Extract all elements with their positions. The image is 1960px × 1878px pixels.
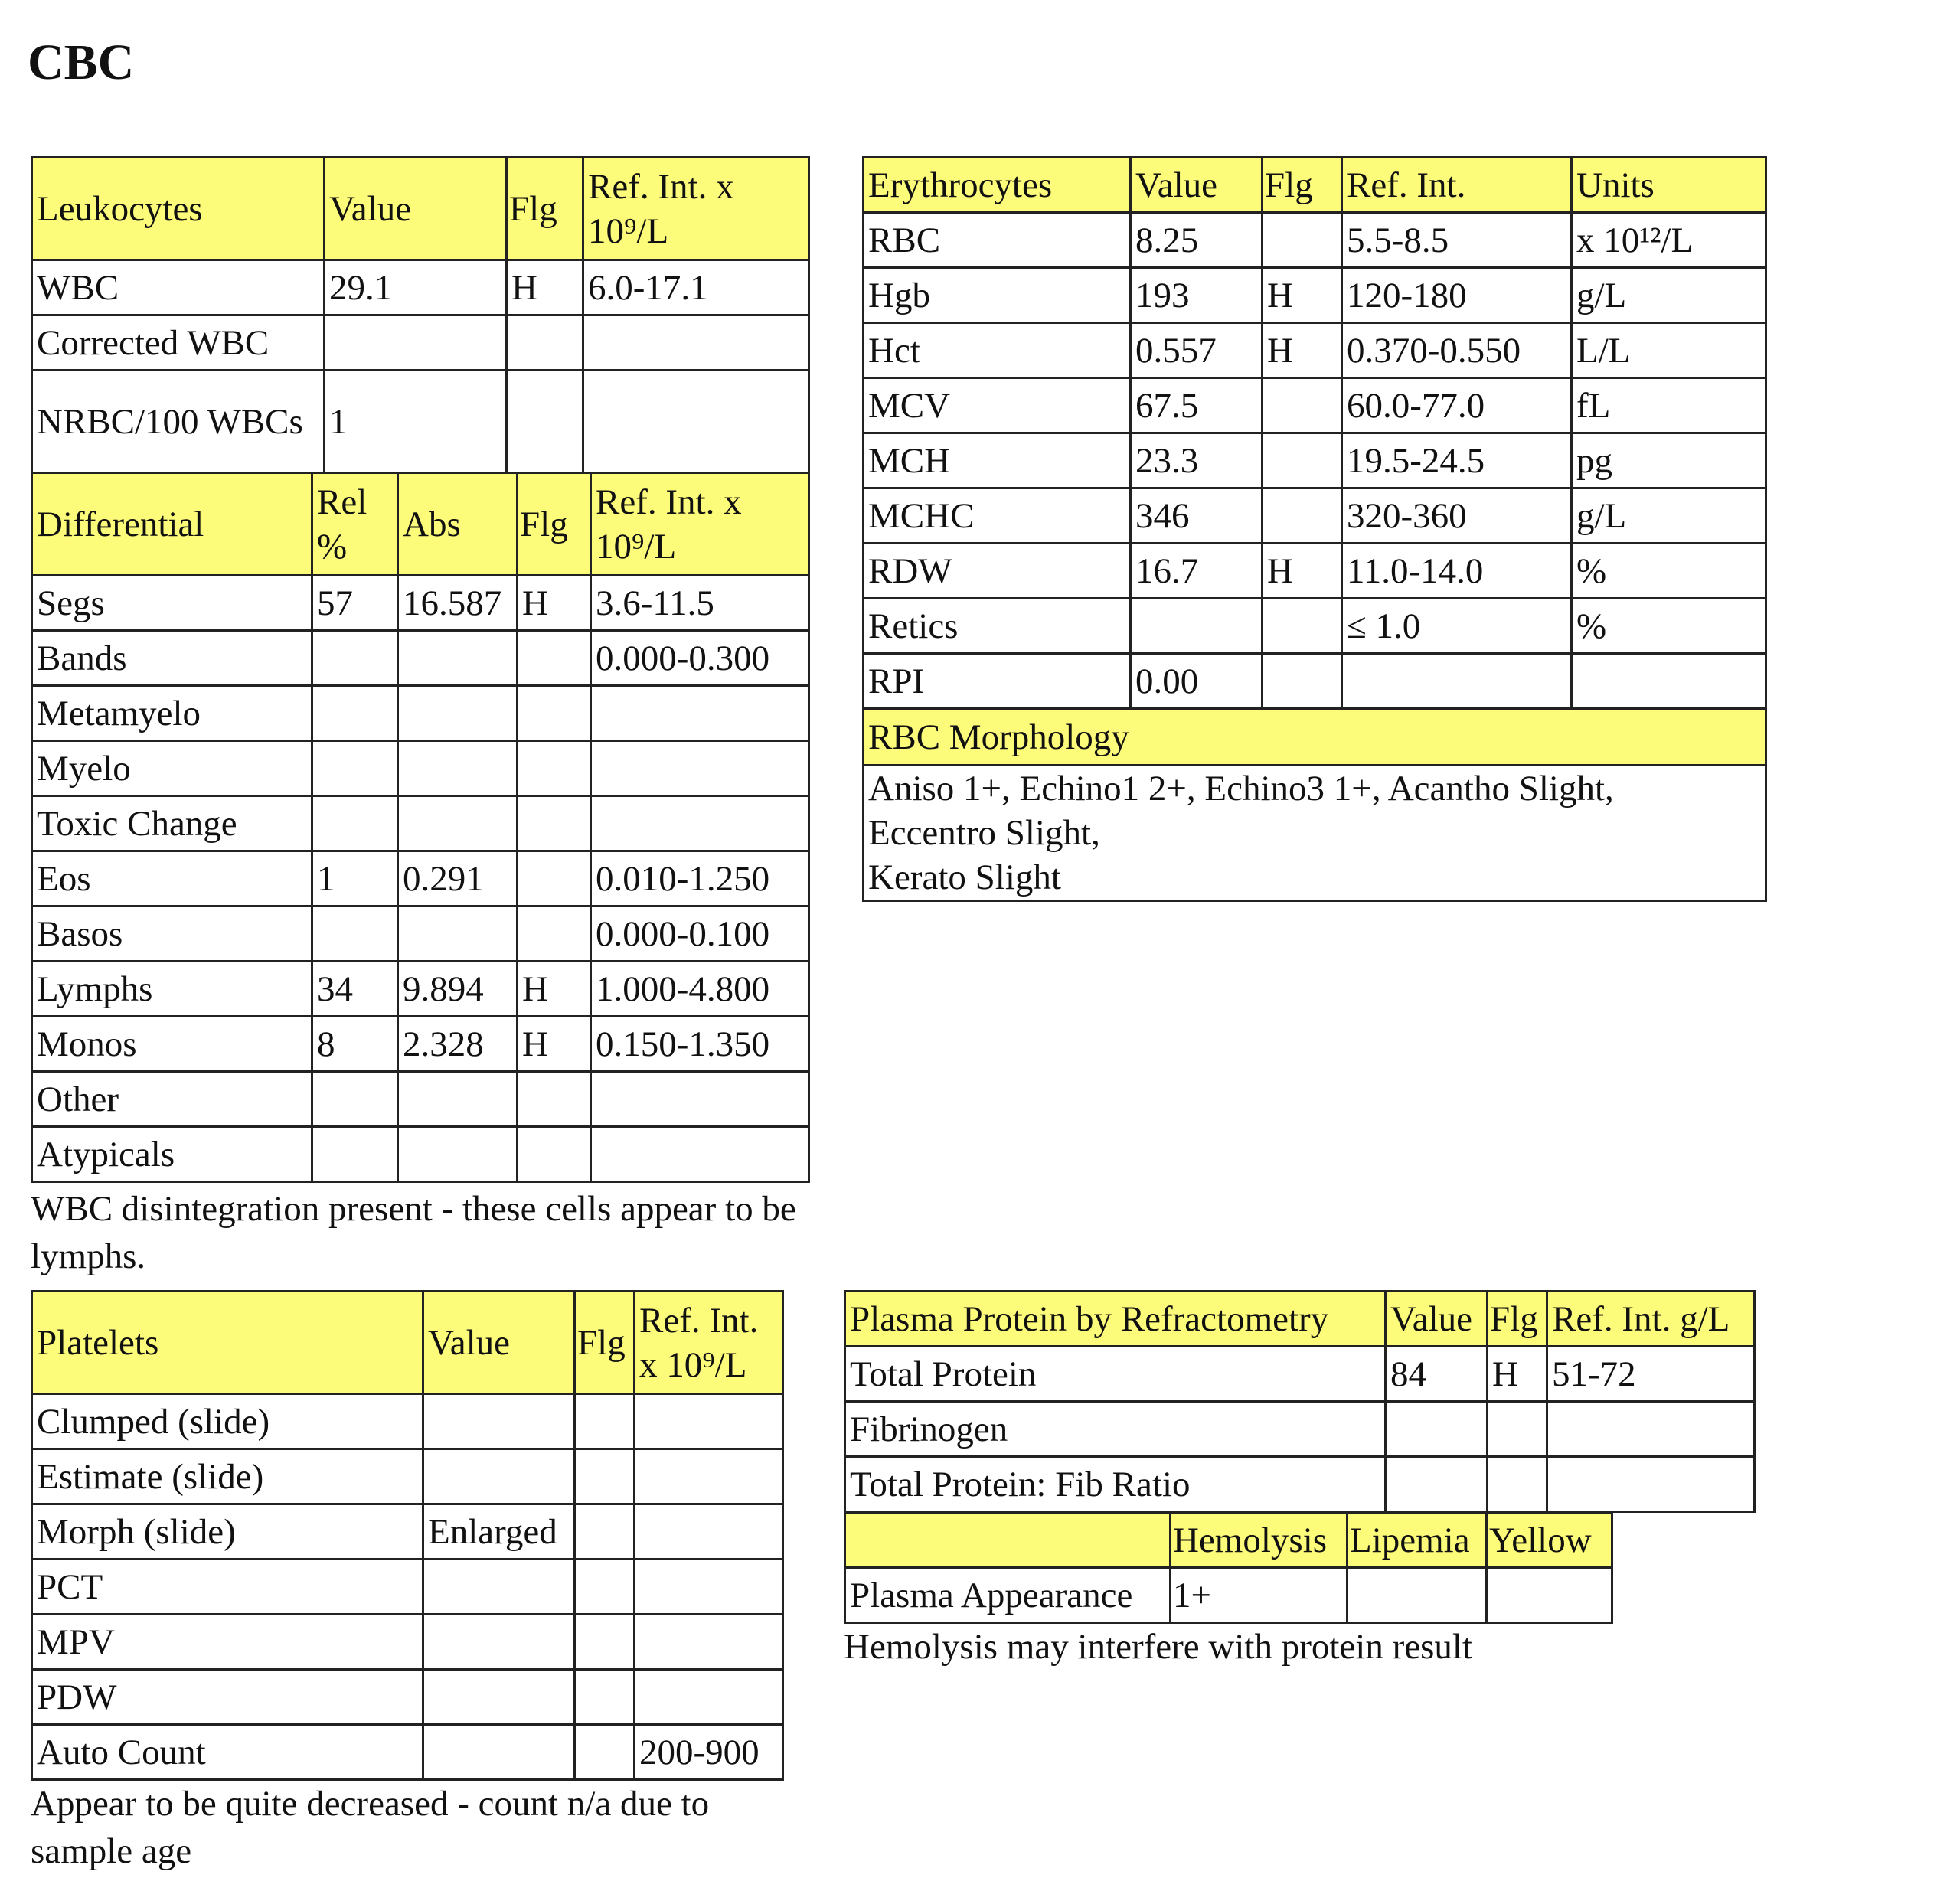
row-rel: 1 bbox=[312, 851, 398, 906]
row-name: RDW bbox=[864, 544, 1131, 599]
row-value bbox=[423, 1725, 575, 1780]
row-abs bbox=[398, 741, 518, 796]
row-abs bbox=[398, 906, 518, 962]
row-flag bbox=[575, 1449, 635, 1504]
header-platelets: Platelets bbox=[32, 1292, 423, 1394]
plasma-protein-header-row bbox=[845, 1292, 1755, 1347]
rbc-morphology-text bbox=[864, 766, 1766, 901]
row-ref: 5.5-8.5 bbox=[1342, 213, 1572, 268]
row-rel bbox=[312, 686, 398, 741]
row-ref: 60.0-77.0 bbox=[1342, 378, 1572, 433]
row-flag bbox=[1263, 213, 1342, 268]
header-flag: Flg bbox=[1488, 1292, 1547, 1347]
row-flag bbox=[518, 906, 591, 962]
header-differential: Differential bbox=[32, 473, 312, 576]
table-row bbox=[32, 906, 809, 962]
row-ref bbox=[583, 315, 809, 371]
row-ref bbox=[635, 1394, 783, 1449]
table-row bbox=[32, 1670, 783, 1725]
row-flag bbox=[1263, 599, 1342, 654]
header-leukocytes: Leukocytes bbox=[32, 158, 325, 260]
row-name: Eos bbox=[32, 851, 312, 906]
platelets-header-row bbox=[32, 1292, 783, 1394]
row-ref bbox=[591, 741, 809, 796]
row-lipemia bbox=[1348, 1568, 1487, 1623]
row-flag bbox=[518, 686, 591, 741]
row-flag bbox=[575, 1560, 635, 1615]
row-ref: 0.000-0.100 bbox=[591, 906, 809, 962]
row-value bbox=[423, 1615, 575, 1670]
table-row bbox=[32, 315, 809, 371]
row-value bbox=[423, 1670, 575, 1725]
row-name: Total Protein bbox=[845, 1347, 1386, 1402]
table-row bbox=[845, 1568, 1612, 1623]
row-rel bbox=[312, 1072, 398, 1127]
row-flag: H bbox=[507, 260, 583, 315]
row-abs: 16.587 bbox=[398, 576, 518, 631]
row-name: RBC bbox=[864, 213, 1131, 268]
header-yellow: Yellow bbox=[1487, 1513, 1612, 1568]
row-units: % bbox=[1572, 599, 1766, 654]
header-flag: Flg bbox=[518, 473, 591, 576]
row-flag: H bbox=[518, 576, 591, 631]
row-value: 0.557 bbox=[1131, 323, 1263, 378]
plasma-protein-table bbox=[844, 1290, 1756, 1513]
table-row bbox=[32, 371, 809, 473]
row-value: 84 bbox=[1386, 1347, 1488, 1402]
header-blank bbox=[845, 1513, 1171, 1568]
row-name: RPI bbox=[864, 654, 1131, 709]
row-name: Myelo bbox=[32, 741, 312, 796]
table-row bbox=[32, 1560, 783, 1615]
row-name: Atypicals bbox=[32, 1127, 312, 1182]
row-name: Monos bbox=[32, 1017, 312, 1072]
table-row bbox=[32, 1725, 783, 1780]
row-rel bbox=[312, 796, 398, 851]
row-value: 29.1 bbox=[325, 260, 507, 315]
row-rel bbox=[312, 741, 398, 796]
platelets-note: Appear to be quite decreased - count n/a due to sample age bbox=[31, 1784, 710, 1871]
table-row bbox=[32, 260, 809, 315]
row-hemolysis: 1+ bbox=[1171, 1568, 1348, 1623]
morphology-line: Kerato Slight bbox=[868, 857, 1061, 897]
erythrocytes-header-row bbox=[864, 158, 1766, 213]
table-row bbox=[864, 323, 1766, 378]
row-ref bbox=[591, 1127, 809, 1182]
rbc-morphology-row bbox=[864, 766, 1766, 901]
row-abs bbox=[398, 1072, 518, 1127]
row-rel bbox=[312, 906, 398, 962]
row-flag bbox=[1488, 1457, 1547, 1512]
table-row bbox=[32, 631, 809, 686]
row-flag bbox=[518, 1127, 591, 1182]
differential-header-row bbox=[32, 473, 809, 576]
row-units: L/L bbox=[1572, 323, 1766, 378]
row-name: MCV bbox=[864, 378, 1131, 433]
table-row bbox=[32, 796, 809, 851]
header-flag: Flg bbox=[575, 1292, 635, 1394]
row-value: 0.00 bbox=[1131, 654, 1263, 709]
row-rel bbox=[312, 631, 398, 686]
row-ref bbox=[635, 1449, 783, 1504]
row-flag bbox=[1263, 488, 1342, 544]
row-ref bbox=[1342, 654, 1572, 709]
row-value bbox=[1386, 1457, 1488, 1512]
table-row bbox=[32, 1615, 783, 1670]
table-row bbox=[864, 654, 1766, 709]
row-name: Retics bbox=[864, 599, 1131, 654]
row-ref: 1.000-4.800 bbox=[591, 962, 809, 1017]
row-value bbox=[1131, 599, 1263, 654]
row-name: Plasma Appearance bbox=[845, 1568, 1171, 1623]
row-ref bbox=[1547, 1402, 1755, 1457]
row-rel: 34 bbox=[312, 962, 398, 1017]
row-flag bbox=[518, 851, 591, 906]
row-name: PDW bbox=[32, 1670, 423, 1725]
row-name: Auto Count bbox=[32, 1725, 423, 1780]
row-ref: 19.5-24.5 bbox=[1342, 433, 1572, 488]
rbc-morphology-header-row bbox=[864, 709, 1766, 766]
row-ref: 120-180 bbox=[1342, 268, 1572, 323]
row-ref bbox=[635, 1504, 783, 1560]
table-row bbox=[864, 544, 1766, 599]
row-ref bbox=[583, 371, 809, 473]
header-value: Value bbox=[1131, 158, 1263, 213]
header-lipemia: Lipemia bbox=[1348, 1513, 1487, 1568]
row-units: g/L bbox=[1572, 268, 1766, 323]
leukocytes-table bbox=[31, 156, 810, 474]
row-ref: 0.370-0.550 bbox=[1342, 323, 1572, 378]
row-flag: H bbox=[1263, 268, 1342, 323]
row-value: 1 bbox=[325, 371, 507, 473]
table-row bbox=[32, 1127, 809, 1182]
page-title: CBC bbox=[28, 34, 135, 90]
row-name: Toxic Change bbox=[32, 796, 312, 851]
row-ref: 3.6-11.5 bbox=[591, 576, 809, 631]
header-value: Value bbox=[423, 1292, 575, 1394]
row-name: WBC bbox=[32, 260, 325, 315]
row-name: Fibrinogen bbox=[845, 1402, 1386, 1457]
row-flag: H bbox=[1263, 323, 1342, 378]
row-value bbox=[423, 1560, 575, 1615]
row-name: Clumped (slide) bbox=[32, 1394, 423, 1449]
row-name: Lymphs bbox=[32, 962, 312, 1017]
leukocytes-header-row bbox=[32, 158, 809, 260]
row-flag bbox=[1263, 378, 1342, 433]
row-abs: 9.894 bbox=[398, 962, 518, 1017]
differential-table bbox=[31, 472, 810, 1183]
row-ref bbox=[1547, 1457, 1755, 1512]
row-rel bbox=[312, 1127, 398, 1182]
erythrocytes-table bbox=[862, 156, 1767, 902]
row-units: x 10¹²/L bbox=[1572, 213, 1766, 268]
row-flag bbox=[575, 1615, 635, 1670]
row-name: Total Protein: Fib Ratio bbox=[845, 1457, 1386, 1512]
header-ref-int: Ref. Int. bbox=[1342, 158, 1572, 213]
table-row bbox=[32, 851, 809, 906]
row-ref: 0.150-1.350 bbox=[591, 1017, 809, 1072]
row-abs: 2.328 bbox=[398, 1017, 518, 1072]
morphology-line: Eccentro Slight, bbox=[868, 813, 1100, 853]
row-flag bbox=[518, 741, 591, 796]
table-row bbox=[845, 1402, 1755, 1457]
row-ref bbox=[635, 1670, 783, 1725]
row-name: NRBC/100 WBCs bbox=[32, 371, 325, 473]
row-ref: 11.0-14.0 bbox=[1342, 544, 1572, 599]
table-row bbox=[32, 1072, 809, 1127]
table-row bbox=[32, 576, 809, 631]
row-name: PCT bbox=[32, 1560, 423, 1615]
header-units: Units bbox=[1572, 158, 1766, 213]
row-name: Bands bbox=[32, 631, 312, 686]
table-row bbox=[845, 1347, 1755, 1402]
row-units: g/L bbox=[1572, 488, 1766, 544]
row-flag bbox=[1488, 1402, 1547, 1457]
plasma-appearance-table bbox=[844, 1511, 1613, 1624]
row-name: Metamyelo bbox=[32, 686, 312, 741]
row-yellow bbox=[1487, 1568, 1612, 1623]
row-flag bbox=[518, 796, 591, 851]
platelets-table bbox=[31, 1290, 784, 1781]
table-row bbox=[864, 213, 1766, 268]
table-row bbox=[864, 268, 1766, 323]
row-abs bbox=[398, 796, 518, 851]
row-flag: H bbox=[518, 1017, 591, 1072]
row-name: Segs bbox=[32, 576, 312, 631]
row-flag bbox=[507, 371, 583, 473]
header-value: Value bbox=[1386, 1292, 1488, 1347]
row-value: 8.25 bbox=[1131, 213, 1263, 268]
row-name: MPV bbox=[32, 1615, 423, 1670]
table-row bbox=[32, 741, 809, 796]
table-row bbox=[32, 1017, 809, 1072]
row-name: MCHC bbox=[864, 488, 1131, 544]
rbc-morphology-header: RBC Morphology bbox=[864, 709, 1766, 766]
table-row bbox=[32, 1449, 783, 1504]
header-ref-int: Ref. Int. x 10⁹/L bbox=[583, 158, 809, 260]
row-name: Other bbox=[32, 1072, 312, 1127]
row-value: 67.5 bbox=[1131, 378, 1263, 433]
header-rel-percent: Rel % bbox=[312, 473, 398, 576]
table-row bbox=[864, 433, 1766, 488]
row-rel: 57 bbox=[312, 576, 398, 631]
row-ref bbox=[635, 1615, 783, 1670]
row-name: Estimate (slide) bbox=[32, 1449, 423, 1504]
header-abs: Abs bbox=[398, 473, 518, 576]
table-row bbox=[845, 1457, 1755, 1512]
row-units: pg bbox=[1572, 433, 1766, 488]
table-row bbox=[32, 962, 809, 1017]
row-value bbox=[1386, 1402, 1488, 1457]
row-ref bbox=[591, 686, 809, 741]
row-flag: H bbox=[1488, 1347, 1547, 1402]
row-value: 23.3 bbox=[1131, 433, 1263, 488]
row-flag bbox=[575, 1670, 635, 1725]
row-flag bbox=[518, 631, 591, 686]
row-ref bbox=[635, 1560, 783, 1615]
header-flag: Flg bbox=[507, 158, 583, 260]
row-name: Hct bbox=[864, 323, 1131, 378]
header-plasma-protein: Plasma Protein by Refractometry bbox=[845, 1292, 1386, 1347]
table-row bbox=[864, 378, 1766, 433]
row-name: Corrected WBC bbox=[32, 315, 325, 371]
row-value bbox=[423, 1449, 575, 1504]
row-ref: 320-360 bbox=[1342, 488, 1572, 544]
row-name: Morph (slide) bbox=[32, 1504, 423, 1560]
row-units bbox=[1572, 654, 1766, 709]
row-flag bbox=[518, 1072, 591, 1127]
row-name: Hgb bbox=[864, 268, 1131, 323]
row-flag: H bbox=[1263, 544, 1342, 599]
row-name: Basos bbox=[32, 906, 312, 962]
row-ref: 0.010-1.250 bbox=[591, 851, 809, 906]
table-row bbox=[32, 1504, 783, 1560]
row-units: % bbox=[1572, 544, 1766, 599]
row-ref: 51-72 bbox=[1547, 1347, 1755, 1402]
row-ref bbox=[591, 1072, 809, 1127]
table-row bbox=[32, 686, 809, 741]
row-abs bbox=[398, 1127, 518, 1182]
header-ref-int: Ref. Int. g/L bbox=[1547, 1292, 1755, 1347]
row-ref: 6.0-17.1 bbox=[583, 260, 809, 315]
row-flag bbox=[575, 1394, 635, 1449]
row-value: Enlarged bbox=[423, 1504, 575, 1560]
row-ref: 200-900 bbox=[635, 1725, 783, 1780]
row-ref bbox=[591, 796, 809, 851]
row-value: 16.7 bbox=[1131, 544, 1263, 599]
row-ref: 0.000-0.300 bbox=[591, 631, 809, 686]
row-abs: 0.291 bbox=[398, 851, 518, 906]
row-units: fL bbox=[1572, 378, 1766, 433]
row-rel: 8 bbox=[312, 1017, 398, 1072]
row-value: 346 bbox=[1131, 488, 1263, 544]
row-abs bbox=[398, 631, 518, 686]
table-row bbox=[864, 599, 1766, 654]
header-flag: Flg bbox=[1263, 158, 1342, 213]
differential-note: WBC disintegration present - these cells appear to be lymphs. bbox=[31, 1189, 796, 1276]
row-value bbox=[325, 315, 507, 371]
plasma-appearance-note: Hemolysis may interfere with protein result bbox=[844, 1627, 1472, 1667]
row-value bbox=[423, 1394, 575, 1449]
row-flag bbox=[575, 1504, 635, 1560]
row-value: 193 bbox=[1131, 268, 1263, 323]
header-erythrocytes: Erythrocytes bbox=[864, 158, 1131, 213]
row-abs bbox=[398, 686, 518, 741]
row-flag bbox=[1263, 433, 1342, 488]
table-row bbox=[864, 488, 1766, 544]
table-row bbox=[32, 1394, 783, 1449]
row-flag bbox=[575, 1725, 635, 1780]
row-ref: ≤ 1.0 bbox=[1342, 599, 1572, 654]
row-flag: H bbox=[518, 962, 591, 1017]
row-flag bbox=[1263, 654, 1342, 709]
row-name: MCH bbox=[864, 433, 1131, 488]
header-hemolysis: Hemolysis bbox=[1171, 1513, 1348, 1568]
row-flag bbox=[507, 315, 583, 371]
morphology-line: Aniso 1+, Echino1 2+, Echino3 1+, Acantho Slight, bbox=[868, 769, 1614, 808]
header-value: Value bbox=[325, 158, 507, 260]
header-ref-int: Ref. Int. x 10⁹/L bbox=[591, 473, 809, 576]
plasma-appearance-header-row bbox=[845, 1513, 1612, 1568]
header-ref-int: Ref. Int. x 10⁹/L bbox=[635, 1292, 783, 1394]
